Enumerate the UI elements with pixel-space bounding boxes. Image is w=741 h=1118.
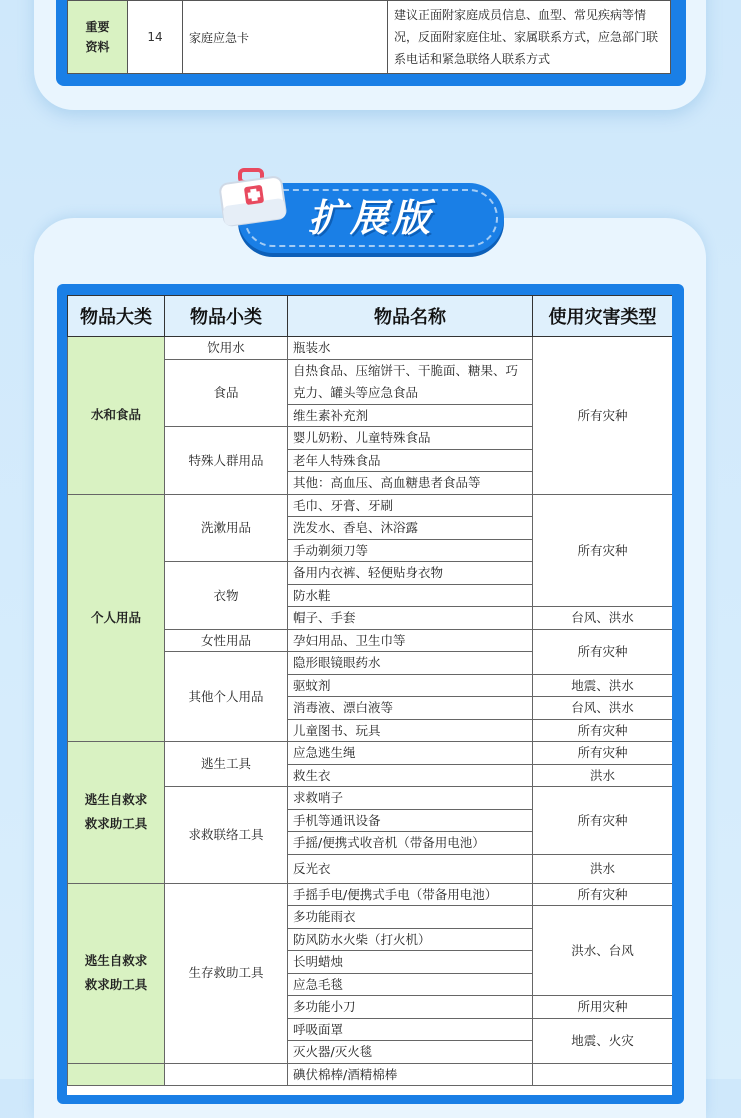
table-header-row: [68, 296, 673, 337]
item-cell: 备用内衣裤、轻便贴身衣物: [288, 562, 533, 585]
item-cell: 消毒液、漂白液等: [288, 697, 533, 720]
subcategory-cell: 衣物: [165, 562, 288, 630]
item-cell: 儿童图书、玩具: [288, 719, 533, 742]
item-cell: 手机等通讯设备: [288, 809, 533, 832]
category-line: 重要: [85, 20, 110, 34]
item-cell: 灭火器/灭火毯: [288, 1041, 533, 1064]
item-cell: 防水鞋: [288, 584, 533, 607]
item-number: 14: [128, 1, 183, 74]
disaster-cell: 洪水: [533, 854, 673, 883]
previous-table: [67, 0, 671, 74]
subcategory-cell: 饮用水: [165, 337, 288, 360]
column-header: 物品小类: [165, 296, 288, 337]
item-cell: 碘伏棉棒/酒精棉棒: [288, 1063, 533, 1086]
item-cell: 洗发水、香皂、沐浴露: [288, 517, 533, 540]
first-aid-kit-icon: [218, 166, 290, 228]
subcategory-cell: 求救联络工具: [165, 787, 288, 884]
item-cell: 隐形眼镜眼药水: [288, 652, 533, 675]
category-cell: 个人用品: [68, 494, 165, 742]
disaster-cell: 所有灾种: [533, 629, 673, 674]
category-cell: 水和食品: [68, 337, 165, 495]
item-cell: 求救哨子: [288, 787, 533, 810]
item-cell: 驱蚊剂: [288, 674, 533, 697]
item-cell: 其他：高血压、高血糖患者食品等: [288, 472, 533, 495]
item-cell: 长明蜡烛: [288, 951, 533, 974]
item-cell: 手摇/便携式收音机（带备用电池）: [288, 832, 533, 855]
item-cell: 呼吸面罩: [288, 1018, 533, 1041]
disaster-cell: 台风、洪水: [533, 697, 673, 720]
disaster-cell: 所有灾种: [533, 494, 673, 607]
category-cell: [68, 1, 128, 74]
item-cell: 婴儿奶粉、儿童特殊食品: [288, 427, 533, 450]
table-row: [68, 337, 673, 360]
table-row: [68, 494, 673, 517]
item-cell: 自热食品、压缩饼干、干脆面、糖果、巧克力、罐头等应急食品: [288, 359, 533, 404]
item-cell: 瓶装水: [288, 337, 533, 360]
disaster-cell: 台风、洪水: [533, 607, 673, 630]
item-cell: 手摇手电/便携式手电（带备用电池）: [288, 883, 533, 906]
disaster-cell: 所用灾种: [533, 996, 673, 1019]
disaster-cell: 所有灾种: [533, 337, 673, 495]
supplies-table-wrap: [67, 295, 672, 1095]
item-cell: 老年人特殊食品: [288, 449, 533, 472]
item-cell: 应急逃生绳: [288, 742, 533, 765]
disaster-cell: 地震、洪水: [533, 674, 673, 697]
subcategory-cell: 逃生工具: [165, 742, 288, 787]
table-row: [68, 1063, 673, 1086]
disaster-cell: 洪水: [533, 764, 673, 787]
category-cell: 逃生自救求救求助工具: [68, 742, 165, 884]
subcategory-cell: 特殊人群用品: [165, 427, 288, 495]
item-name: 家庭应急卡: [183, 1, 388, 74]
item-note: 建议正面附家庭成员信息、血型、常见疾病等情况，反面附家庭住址、家属联系方式，应急部门联系电话和紧急联络人联系方式: [388, 1, 671, 74]
column-header: 物品大类: [68, 296, 165, 337]
table-row: [68, 883, 673, 906]
disaster-cell: [533, 1063, 673, 1086]
disaster-cell: 所有灾种: [533, 883, 673, 906]
subcategory-cell: 食品: [165, 359, 288, 427]
subcategory-cell: 其他个人用品: [165, 652, 288, 742]
disaster-cell: 洪水、台风: [533, 906, 673, 996]
column-header: 使用灾害类型: [533, 296, 673, 337]
subcategory-cell: 生存救助工具: [165, 883, 288, 1063]
item-cell: 维生素补充剂: [288, 404, 533, 427]
table-row: [68, 742, 673, 765]
supplies-table: [67, 295, 672, 1086]
category-line: 资料: [85, 40, 110, 54]
subcategory-cell: [165, 1063, 288, 1086]
disaster-cell: 所有灾种: [533, 742, 673, 765]
item-cell: 帽子、手套: [288, 607, 533, 630]
item-cell: 救生衣: [288, 764, 533, 787]
item-cell: 手动剃须刀等: [288, 539, 533, 562]
item-cell: 多功能小刀: [288, 996, 533, 1019]
item-cell: 应急毛毯: [288, 973, 533, 996]
table-row: [68, 1, 671, 74]
category-cell: 逃生自救求救求助工具: [68, 883, 165, 1063]
subcategory-cell: 洗漱用品: [165, 494, 288, 562]
item-cell: 防风防水火柴（打火机）: [288, 928, 533, 951]
section-title: 扩展版: [307, 196, 434, 240]
disaster-cell: 所有灾种: [533, 787, 673, 855]
disaster-cell: 地震、火灾: [533, 1018, 673, 1063]
disaster-cell: 所有灾种: [533, 719, 673, 742]
subcategory-cell: 女性用品: [165, 629, 288, 652]
item-cell: 毛巾、牙膏、牙刷: [288, 494, 533, 517]
item-cell: 反光衣: [288, 854, 533, 883]
column-header: 物品名称: [288, 296, 533, 337]
item-cell: 多功能雨衣: [288, 906, 533, 929]
item-cell: 孕妇用品、卫生巾等: [288, 629, 533, 652]
category-cell: [68, 1063, 165, 1086]
